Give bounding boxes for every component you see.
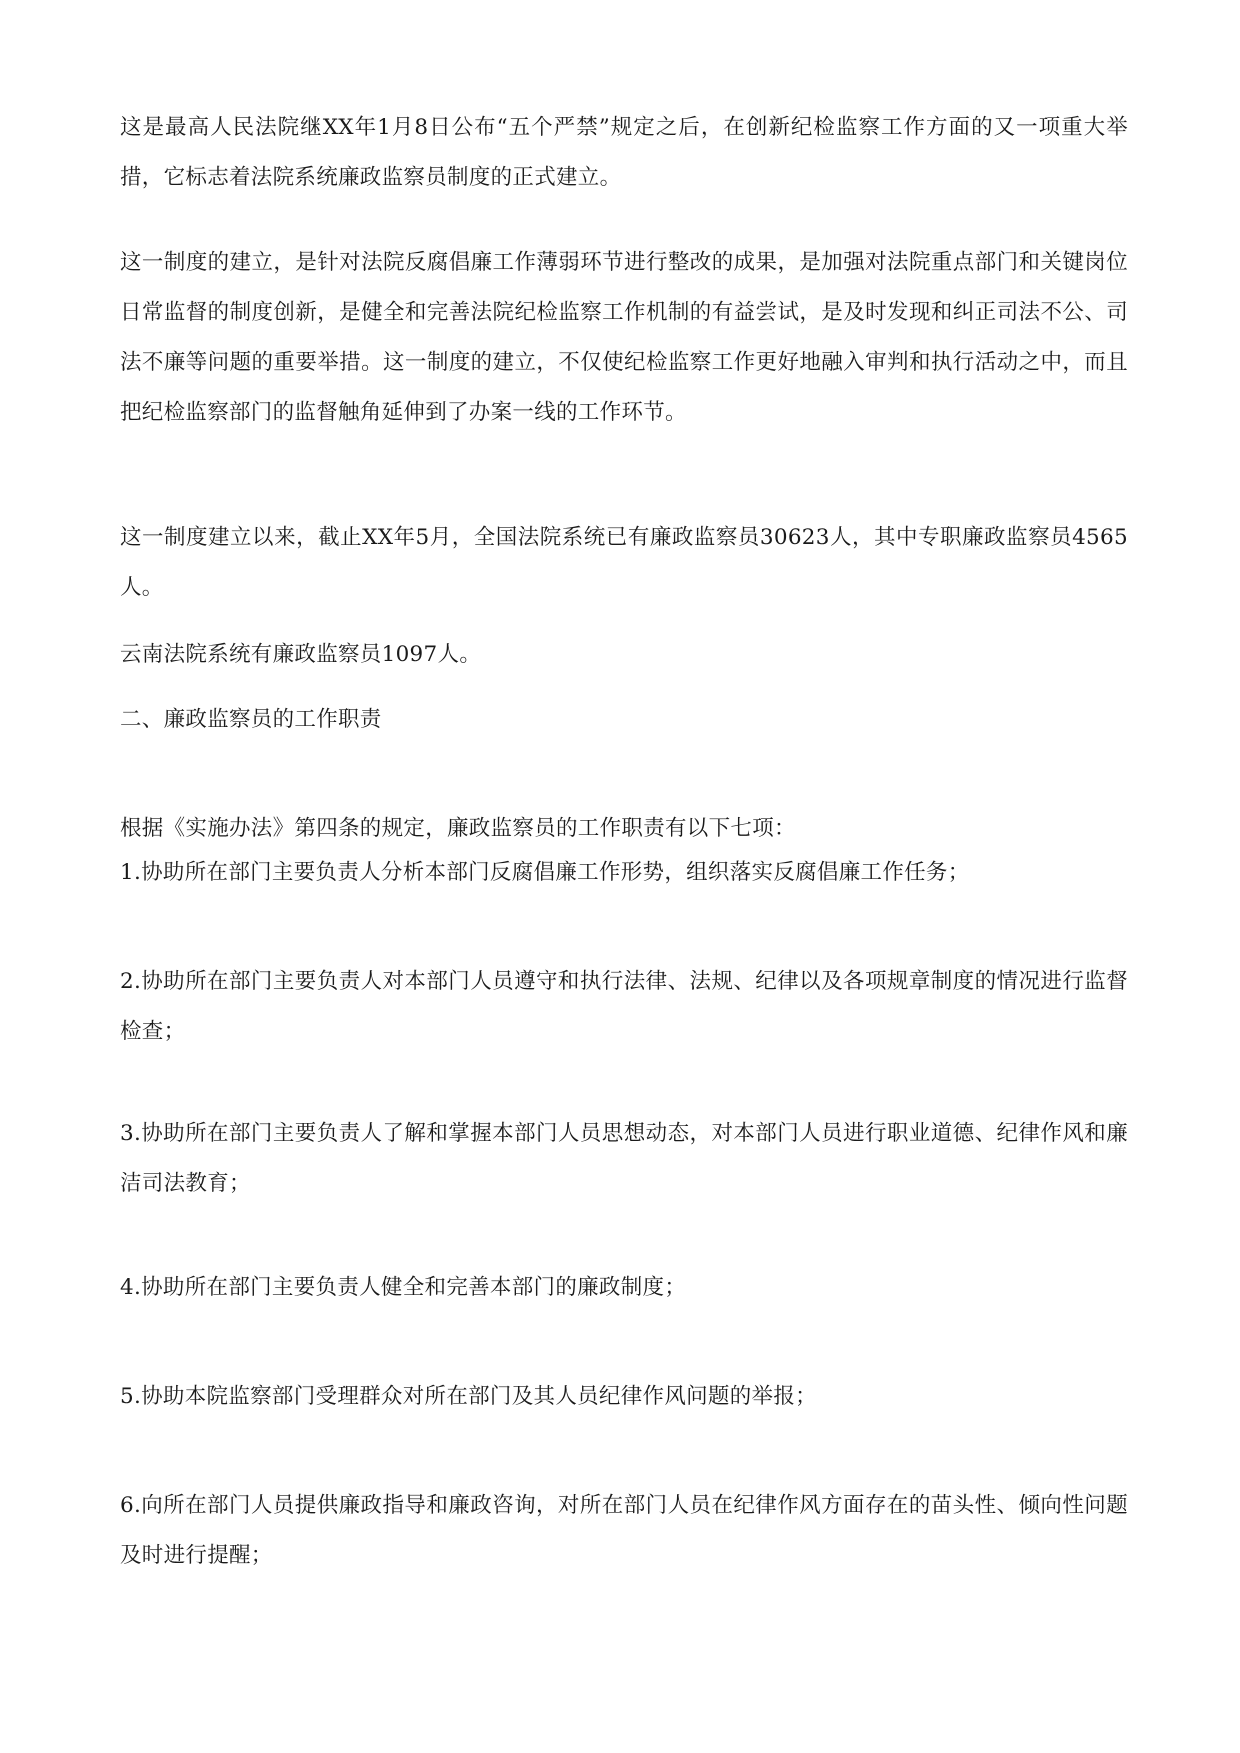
paragraph-statistics-yunnan: 云南法院系统有廉政监察员1097人。 [120,642,482,667]
paragraph-duties-intro: 根据《实施办法》第四条的规定，廉政监察员的工作职责有以下七项： [120,816,796,841]
paragraph-statistics-national: 这一制度建立以来，截止XX年5月，全国法院系统已有廉政监察员30623人，其中专职廉政监察员4565人。 [120,525,1128,600]
list-item-duty-2: 2.协助所在部门主要负责人对本部门人员遵守和执行法律、法规、纪律以及各项规章制度的情况进行监督检查； [120,969,1128,1044]
list-item-duty-1: 1.协助所在部门主要负责人分析本部门反腐倡廉工作形势，组织落实反腐倡廉工作任务； [120,860,970,885]
list-item-duty-4: 4.协助所在部门主要负责人健全和完善本部门的廉政制度； [120,1275,687,1300]
list-item-duty-5: 5.协助本院监察部门受理群众对所在部门及其人员纪律作风问题的举报； [120,1384,817,1409]
paragraph-system-significance: 这一制度的建立，是针对法院反腐倡廉工作薄弱环节进行整改的成果，是加强对法院重点部门和关键岗位日常监督的制度创新，是健全和完善法院纪检监察工作机制的有益尝试，是及时发现和纠正司法不公、司法不廉等问题的重要举措。这一制度的建立，不仅使纪检监察工作更好地融入审判和执行活动之中，而且把纪检监察部门的监督触角延伸到了办案一线的工作环节。 [120,250,1128,425]
list-item-duty-3: 3.协助所在部门主要负责人了解和掌握本部门人员思想动态，对本部门人员进行职业道德、纪律作风和廉洁司法教育； [120,1121,1128,1196]
paragraph-intro: 这是最高人民法院继XX年1月8日公布“五个严禁”规定之后，在创新纪检监察工作方面的又一项重大举措，它标志着法院系统廉政监察员制度的正式建立。 [120,115,1128,190]
list-item-duty-6: 6.向所在部门人员提供廉政指导和廉政咨询，对所在部门人员在纪律作风方面存在的苗头性、倾向性问题及时进行提醒； [120,1493,1128,1568]
section-heading-duties: 二、廉政监察员的工作职责 [120,707,382,732]
